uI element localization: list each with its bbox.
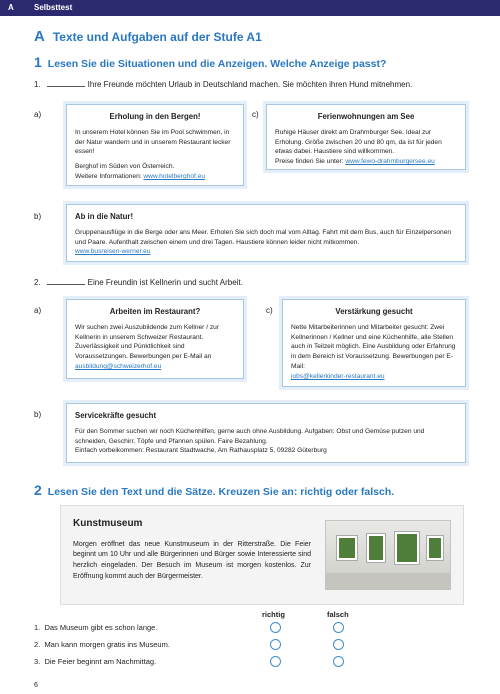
situation-1-text: Ihre Freunde möchten Urlaub in Deutschland machen. Sie möchten ihren Hund mitnehmen. <box>87 80 413 89</box>
ad-2a-text: Wir suchen zwei Auszubildende zum Kellner / zur Kellnerin in unserem Schweizer Restaurant. Zuverlässigkeit und Pünktlichkeit sind Voraussetzungen. Bewerbungen per E-Mail an <box>75 323 220 361</box>
situation-1 <box>34 80 412 89</box>
ad-1c <box>266 104 466 170</box>
page-number: 6 <box>34 682 38 689</box>
statement-text: Das Museum gibt es schon lange. <box>44 623 158 632</box>
ad-2c-text: Nette Mitarbeiterinnen und Mitarbeiter gesucht: Zwei Kellnerinnen / Kellner und eine Küchenhilfe, alle Stellen auch in Teilzeit möglich. Eine Ausbildung oder Erfahrung in dem Bereich ist Voraussetzung. Bewerbungen per E-Mail: <box>291 323 456 371</box>
ad-1b-label: b) <box>34 212 42 221</box>
radio-1-falsch[interactable] <box>333 622 344 633</box>
ad-1b <box>66 204 466 262</box>
museum-text: Morgen eröffnet das neue Kunstmuseum in der Ritterstraße. Die Feier beginnt um 10 Uhr und alle Bürgerinnen und Bürger sowie Interessierte sind herzlich eingeladen. Der Besuch im Museum ist morgen kostenlos. Zur Eröffnung kommt auch der Bürgermeister. <box>73 540 311 581</box>
radio-3-richtig[interactable] <box>270 656 281 667</box>
ad-1b-link[interactable]: www.busreisen-werner.eu <box>75 248 151 256</box>
answer-blank-1[interactable] <box>47 86 85 87</box>
ad-2b-text: Für den Sommer suchen wir noch Küchenhilfen, gerne auch ohne Ausbildung. Aufgaben: Obst und Gemüse putzen und schneiden, Geschirr, Töpfe und Pfannen spülen. Faire Bezahlung. <box>75 427 425 445</box>
museum-title: Kunstmuseum <box>73 518 143 529</box>
section-heading <box>34 28 262 45</box>
ad-1b-text: Gruppenausflüge in die Berge oder ans Meer. Erholen Sie sich doch mal vom Alltag. Fahrt mit dem Bus, auch für Einzelpersonen und Paare. Aufenthalt zwischen einem und drei Tagen. Haustiere können leider nicht mitkommen. <box>75 228 452 246</box>
ad-2c-link[interactable]: jobs@kellerkinder-restaurant.eu <box>291 373 385 381</box>
answer-blank-2[interactable] <box>47 284 85 285</box>
column-falsch: falsch <box>327 610 349 619</box>
ad-1b-title: Ab in die Natur! <box>75 212 134 221</box>
radio-3-falsch[interactable] <box>333 656 344 667</box>
statement-number: 2. <box>34 640 41 649</box>
ad-2a-title: Arbeiten im Restaurant? <box>109 307 201 316</box>
ad-2b-address: Einfach vorbeikommen: Restaurant Stadtwache, Am Rathausplatz 5, 09282 Güterburg <box>75 447 327 455</box>
ad-1a-title: Erholung in den Bergen! <box>109 112 201 121</box>
ad-1a-location: Berghof im Süden von Österreich. <box>75 163 175 171</box>
ad-2c <box>282 299 466 387</box>
radio-2-falsch[interactable] <box>333 639 344 650</box>
ad-1a-link[interactable]: www.hotelberghof.eu <box>143 173 206 181</box>
statement-number: 3. <box>34 657 41 666</box>
ad-1a-label: a) <box>34 110 42 119</box>
situation-2-text: Eine Freundin ist Kellnerin und sucht Arbeit. <box>87 278 243 287</box>
task2-instruction: Lesen Sie den Text und die Sätze. Kreuzen Sie an: richtig oder falsch. <box>47 486 395 498</box>
radio-2-richtig[interactable] <box>270 639 281 650</box>
ad-1c-link[interactable]: www.fewo-drahmburgersee.eu <box>345 158 435 166</box>
ad-2b <box>66 403 466 463</box>
situation-2-number: 2. <box>34 278 41 287</box>
statement-text: Die Feier beginnt am Nachmittag. <box>44 657 157 666</box>
ad-1c-text: Ruhige Häuser direkt am Drahmburger See. Ideal zur Erholung. Größe zwischen 20 und 80 qm, da ist für jeden etwas dabei. Haustiere sind willkommen. <box>275 128 442 156</box>
ad-2c-title: Verstärkung gesucht <box>335 307 413 316</box>
ad-1a-info: Weitere Informationen: <box>75 173 144 181</box>
gallery-image <box>325 520 451 590</box>
ad-2b-title: Servicekräfte gesucht <box>75 411 157 420</box>
statement-2 <box>34 640 170 649</box>
task1-instruction: Lesen Sie die Situationen und die Anzeigen. Welche Anzeige passt? <box>47 58 387 70</box>
ad-1a <box>66 104 244 186</box>
top-bar <box>0 0 500 16</box>
ad-1c-title: Ferienwohnungen am See <box>317 112 415 121</box>
situation-2 <box>34 278 243 287</box>
section-marker: A <box>8 3 14 12</box>
ad-2b-label: b) <box>34 410 42 419</box>
statement-1 <box>34 623 157 632</box>
task1-heading <box>34 54 386 70</box>
column-richtig: richtig <box>262 610 285 619</box>
task2-number: 2 <box>34 482 42 498</box>
statement-number: 1. <box>34 623 41 632</box>
radio-1-richtig[interactable] <box>270 622 281 633</box>
ad-1c-label: c) <box>252 110 259 119</box>
section-letter: A <box>34 28 45 45</box>
task2-heading <box>34 482 394 498</box>
top-bar-title: Selbsttest <box>34 3 73 12</box>
ad-2a-label: a) <box>34 306 42 315</box>
statement-3 <box>34 657 156 666</box>
statement-text: Man kann morgen gratis ins Museum. <box>44 640 170 649</box>
ad-2a-link[interactable]: ausbildung@schweizerhof.eu <box>75 363 162 371</box>
situation-1-number: 1. <box>34 80 41 89</box>
section-title: Texte und Aufgaben auf der Stufe A1 <box>52 30 262 44</box>
ad-1c-prices: Preise finden Sie unter: <box>275 158 346 166</box>
museum-text-box <box>60 505 464 605</box>
ad-2a <box>66 299 244 379</box>
task1-number: 1 <box>34 54 42 70</box>
ad-1a-text: In unserem Hotel können Sie im Pool schwimmen, in der Natur wandern und in unserem Restaurant lecker essen! <box>75 128 231 156</box>
ad-2c-label: c) <box>266 306 273 315</box>
